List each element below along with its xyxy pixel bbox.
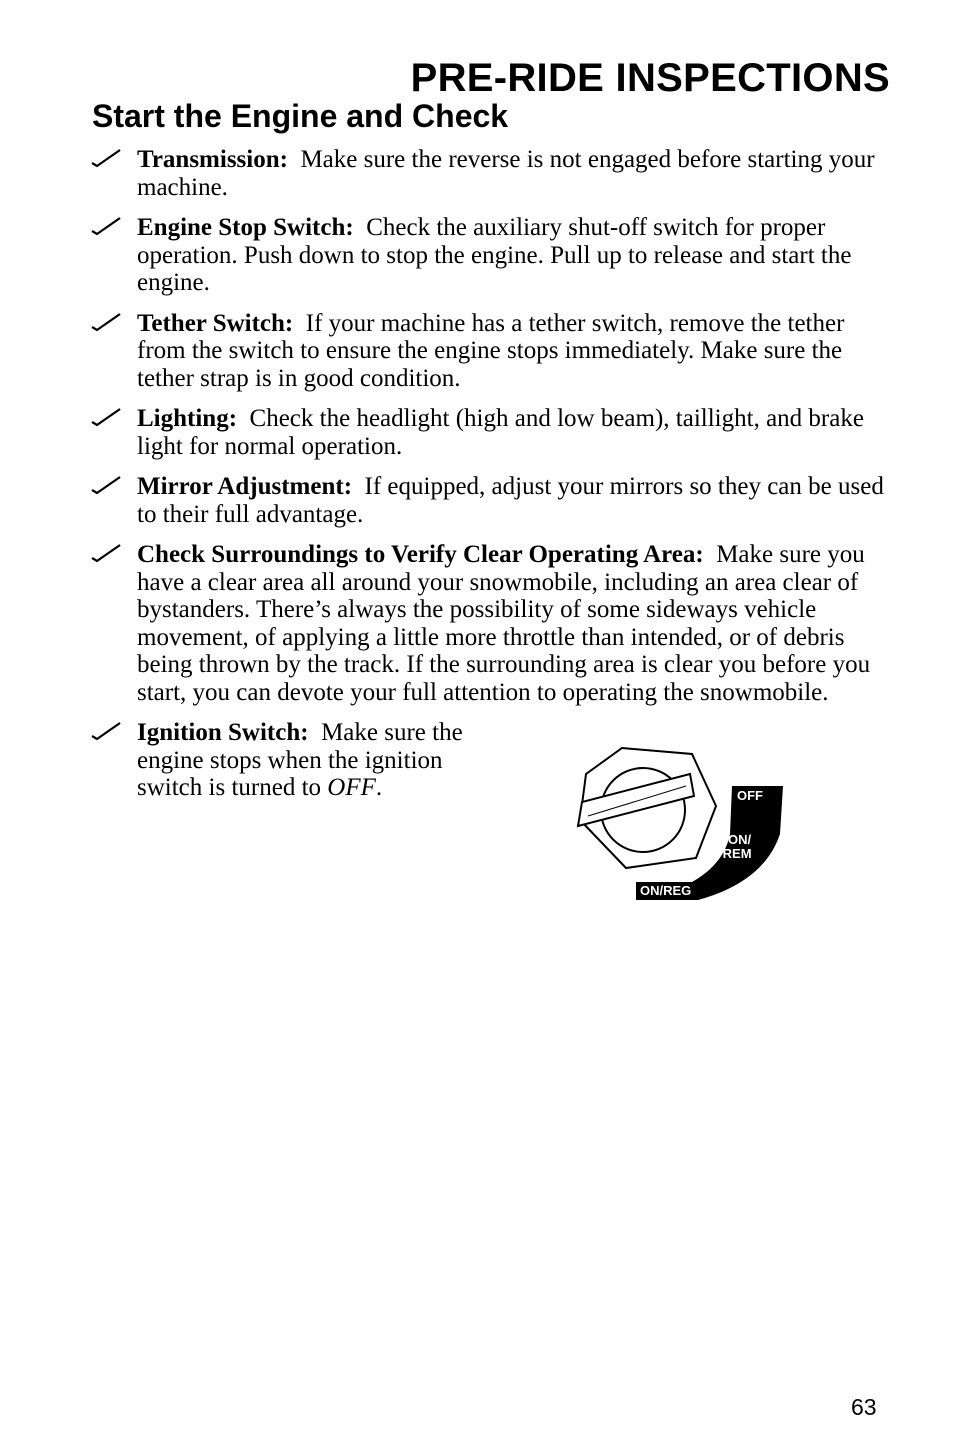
- checkmark-icon: [91, 217, 121, 237]
- item-term: Check Surroundings to Verify Clear Operating Area:: [137, 541, 704, 568]
- item-text: Make sure the reverse is not engaged before starting your machine.: [137, 146, 875, 201]
- item-term: Ignition Switch:: [137, 719, 309, 746]
- checklist-item-transmission: [0, 146, 954, 201]
- page-title: PRE-RIDE INSPECTIONS: [410, 56, 890, 100]
- checklist-item-lighting: [0, 405, 954, 460]
- checkmark-icon: [91, 149, 121, 169]
- checklist-item-mirror-adjustment: [0, 473, 954, 528]
- item-text: Make sure the engine stops when the ignition switch is turned to: [137, 719, 463, 801]
- checkmark-icon: [91, 544, 121, 564]
- checkmark-icon: [91, 408, 121, 428]
- off-emphasis: OFF: [327, 774, 376, 801]
- checklist: [0, 146, 954, 815]
- checklist-item-ignition-switch: [0, 719, 497, 802]
- label-on-reg: ON/REG: [640, 883, 692, 898]
- label-on: ON/: [728, 832, 752, 847]
- item-text: Make sure you have a clear area all around your snowmobile, including an area clear of bystanders. There’s always the possibility of some sideways vehicle movement, of applying a little more throttle than intended, or of debris being thrown by the track. If the surrounding area is clear you before you start, you can devote your full attention to operating the snowmobile.: [137, 541, 871, 706]
- item-term: Tether Switch:: [137, 309, 294, 337]
- item-text-end: .: [375, 774, 383, 801]
- item-text: If your machine has a tether switch, remove the tether from the switch to ensure the engine stops immediately. Make sure the tether strap is in good condition.: [137, 309, 845, 392]
- checkmark-icon: [91, 722, 121, 742]
- label-off: OFF: [737, 788, 763, 803]
- item-term: Mirror Adjustment:: [137, 473, 353, 500]
- item-text: Check the headlight (high and low beam), taillight, and brake light for normal operation.: [137, 405, 864, 460]
- page-number: 63: [851, 1394, 877, 1420]
- section-title: Start the Engine and Check: [92, 98, 509, 134]
- item-text: If equipped, adjust your mirrors so they can be used to their full advantage.: [137, 473, 884, 528]
- item-term: Lighting:: [137, 405, 238, 432]
- item-term: Engine Stop Switch:: [137, 214, 354, 241]
- checklist-item-tether-switch: [0, 310, 954, 393]
- ignition-switch-diagram: [574, 744, 786, 900]
- item-text: Check the auxiliary shut-off switch for proper operation. Push down to stop the engine. Pull up to release and start the engine.: [137, 214, 852, 296]
- checkmark-icon: [91, 476, 121, 496]
- item-term: Transmission:: [137, 146, 288, 173]
- checkmark-icon: [91, 313, 121, 333]
- checklist-item-engine-stop-switch: [0, 214, 954, 297]
- label-prem: PREM: [714, 846, 752, 861]
- checklist-item-check-surroundings: [0, 541, 954, 706]
